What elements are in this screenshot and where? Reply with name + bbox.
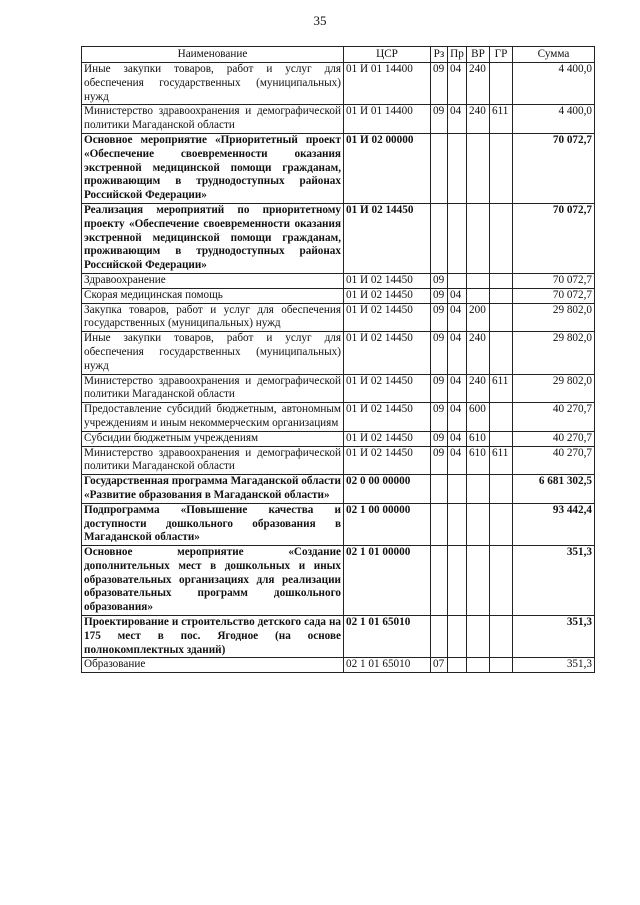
table-row xyxy=(82,303,595,332)
cell-rz: 09 xyxy=(431,446,448,475)
cell-gr xyxy=(490,475,513,504)
cell-rz: 09 xyxy=(431,332,448,374)
cell-csr: 01 И 02 14450 xyxy=(344,446,431,475)
table-row xyxy=(82,63,595,105)
cell-pr: 04 xyxy=(448,446,467,475)
cell-sum: 93 442,4 xyxy=(513,503,595,545)
cell-sum: 351,3 xyxy=(513,658,595,673)
cell-rz xyxy=(431,203,448,273)
cell-rz xyxy=(431,133,448,203)
cell-csr: 01 И 02 14450 xyxy=(344,288,431,303)
cell-vr xyxy=(467,273,490,288)
cell-gr xyxy=(490,658,513,673)
cell-vr xyxy=(467,616,490,658)
cell-csr: 01 И 02 14450 xyxy=(344,203,431,273)
cell-gr xyxy=(490,431,513,446)
cell-gr xyxy=(490,303,513,332)
table-row xyxy=(82,546,595,616)
cell-sum: 40 270,7 xyxy=(513,446,595,475)
cell-vr xyxy=(467,203,490,273)
cell-rz: 09 xyxy=(431,303,448,332)
cell-vr: 240 xyxy=(467,332,490,374)
cell-sum: 4 400,0 xyxy=(513,105,595,134)
cell-sum: 6 681 302,5 xyxy=(513,475,595,504)
cell-gr xyxy=(490,203,513,273)
table-row xyxy=(82,374,595,403)
cell-rz: 09 xyxy=(431,63,448,105)
cell-sum: 4 400,0 xyxy=(513,63,595,105)
cell-csr: 01 И 02 14450 xyxy=(344,273,431,288)
header-gr: ГР xyxy=(490,47,513,63)
cell-name: Подпрограмма «Повышение качества и доступности дошкольного образования в Магаданской области» xyxy=(82,503,344,545)
cell-rz: 09 xyxy=(431,288,448,303)
cell-rz: 09 xyxy=(431,273,448,288)
cell-rz: 07 xyxy=(431,658,448,673)
cell-name: Основное мероприятие «Приоритетный проект «Обеспечение своевременности оказания экстренной медицинской помощи гражданам, проживающим в труднодоступных районах Российской Федерации» xyxy=(82,133,344,203)
cell-pr xyxy=(448,616,467,658)
cell-name: Министерство здравоохранения и демографической политики Магаданской области xyxy=(82,446,344,475)
cell-gr xyxy=(490,403,513,432)
cell-gr xyxy=(490,616,513,658)
cell-pr: 04 xyxy=(448,374,467,403)
cell-gr xyxy=(490,63,513,105)
cell-vr: 240 xyxy=(467,63,490,105)
cell-csr: 01 И 02 14450 xyxy=(344,431,431,446)
cell-sum: 40 270,7 xyxy=(513,403,595,432)
cell-pr xyxy=(448,503,467,545)
cell-name: Здравоохранение xyxy=(82,273,344,288)
cell-name: Иные закупки товаров, работ и услуг для обеспечения государственных (муниципальных) нужд xyxy=(82,332,344,374)
cell-vr: 240 xyxy=(467,374,490,403)
cell-pr xyxy=(448,133,467,203)
cell-gr xyxy=(490,288,513,303)
table-row xyxy=(82,403,595,432)
cell-sum: 29 802,0 xyxy=(513,303,595,332)
cell-csr: 02 1 01 65010 xyxy=(344,616,431,658)
cell-csr: 01 И 02 14450 xyxy=(344,332,431,374)
table-body xyxy=(82,63,595,673)
cell-rz: 09 xyxy=(431,403,448,432)
cell-gr: 611 xyxy=(490,446,513,475)
cell-csr: 01 И 02 14450 xyxy=(344,403,431,432)
cell-name: Закупка товаров, работ и услуг для обеспечения государственных (муниципальных) нужд xyxy=(82,303,344,332)
cell-sum: 351,3 xyxy=(513,616,595,658)
cell-rz xyxy=(431,475,448,504)
cell-vr xyxy=(467,658,490,673)
cell-sum: 351,3 xyxy=(513,546,595,616)
cell-csr: 02 1 00 00000 xyxy=(344,503,431,545)
cell-name: Основное мероприятие «Создание дополнительных мест в дошкольных и иных образовательных организациях для реализации образовательных программ дошкольного образования» xyxy=(82,546,344,616)
cell-pr: 04 xyxy=(448,288,467,303)
header-name: Наименование xyxy=(82,47,344,63)
cell-sum: 29 802,0 xyxy=(513,332,595,374)
cell-name: Государственная программа Магаданской области «Развитие образования в Магаданской области» xyxy=(82,475,344,504)
cell-vr xyxy=(467,503,490,545)
cell-gr xyxy=(490,332,513,374)
cell-name: Иные закупки товаров, работ и услуг для обеспечения государственных (муниципальных) нужд xyxy=(82,63,344,105)
table-row xyxy=(82,133,595,203)
cell-vr xyxy=(467,475,490,504)
cell-pr: 04 xyxy=(448,403,467,432)
cell-sum: 40 270,7 xyxy=(513,431,595,446)
header-pr: Пр xyxy=(448,47,467,63)
cell-csr: 01 И 01 14400 xyxy=(344,63,431,105)
cell-name: Министерство здравоохранения и демографической политики Магаданской области xyxy=(82,374,344,403)
cell-vr: 610 xyxy=(467,431,490,446)
cell-rz: 09 xyxy=(431,431,448,446)
cell-pr: 04 xyxy=(448,63,467,105)
cell-vr: 240 xyxy=(467,105,490,134)
cell-rz xyxy=(431,503,448,545)
cell-pr xyxy=(448,475,467,504)
cell-vr xyxy=(467,288,490,303)
cell-name: Образование xyxy=(82,658,344,673)
header-vr: ВР xyxy=(467,47,490,63)
cell-name: Скорая медицинская помощь xyxy=(82,288,344,303)
table-row xyxy=(82,203,595,273)
cell-pr xyxy=(448,658,467,673)
table-header xyxy=(82,47,595,63)
table-row xyxy=(82,658,595,673)
cell-gr xyxy=(490,133,513,203)
cell-vr: 200 xyxy=(467,303,490,332)
cell-gr: 611 xyxy=(490,374,513,403)
cell-pr: 04 xyxy=(448,332,467,374)
header-rz: Рз xyxy=(431,47,448,63)
table-row xyxy=(82,288,595,303)
table-row xyxy=(82,475,595,504)
cell-sum: 29 802,0 xyxy=(513,374,595,403)
cell-csr: 02 0 00 00000 xyxy=(344,475,431,504)
cell-name: Предоставление субсидий бюджетным, автономным учреждениям и иным некоммерческим организациям xyxy=(82,403,344,432)
cell-csr: 01 И 02 00000 xyxy=(344,133,431,203)
table-row xyxy=(82,616,595,658)
table-row xyxy=(82,446,595,475)
cell-rz: 09 xyxy=(431,374,448,403)
cell-sum: 70 072,7 xyxy=(513,273,595,288)
cell-csr: 01 И 02 14450 xyxy=(344,303,431,332)
cell-csr: 01 И 01 14400 xyxy=(344,105,431,134)
cell-pr xyxy=(448,203,467,273)
cell-rz: 09 xyxy=(431,105,448,134)
cell-name: Министерство здравоохранения и демографической политики Магаданской области xyxy=(82,105,344,134)
cell-sum: 70 072,7 xyxy=(513,203,595,273)
table-row xyxy=(82,503,595,545)
cell-csr: 02 1 01 00000 xyxy=(344,546,431,616)
table-row xyxy=(82,431,595,446)
table-row xyxy=(82,332,595,374)
cell-pr xyxy=(448,546,467,616)
cell-vr xyxy=(467,133,490,203)
cell-pr: 04 xyxy=(448,431,467,446)
cell-gr xyxy=(490,273,513,288)
page-number: 35 xyxy=(313,13,327,28)
cell-csr: 02 1 01 65010 xyxy=(344,658,431,673)
cell-vr: 600 xyxy=(467,403,490,432)
cell-vr xyxy=(467,546,490,616)
cell-gr xyxy=(490,546,513,616)
cell-name: Субсидии бюджетным учреждениям xyxy=(82,431,344,446)
table-row xyxy=(82,273,595,288)
cell-sum: 70 072,7 xyxy=(513,288,595,303)
cell-pr: 04 xyxy=(448,105,467,134)
cell-name: Проектирование и строительство детского сада на 175 мест в пос. Ягодное (на основе полнокомплектных зданий) xyxy=(82,616,344,658)
cell-gr xyxy=(490,503,513,545)
budget-table xyxy=(81,46,595,673)
cell-pr xyxy=(448,273,467,288)
cell-name: Реализация мероприятий по приоритетному проекту «Обеспечение своевременности оказания экстренной медицинской помощи гражданам, проживающим в труднодоступных районах Российской Федерации» xyxy=(82,203,344,273)
cell-vr: 610 xyxy=(467,446,490,475)
table-row xyxy=(82,105,595,134)
cell-sum: 70 072,7 xyxy=(513,133,595,203)
cell-rz xyxy=(431,616,448,658)
cell-rz xyxy=(431,546,448,616)
cell-csr: 01 И 02 14450 xyxy=(344,374,431,403)
header-csr: ЦСР xyxy=(344,47,431,63)
cell-gr: 611 xyxy=(490,105,513,134)
header-sum: Сумма xyxy=(513,47,595,63)
cell-pr: 04 xyxy=(448,303,467,332)
